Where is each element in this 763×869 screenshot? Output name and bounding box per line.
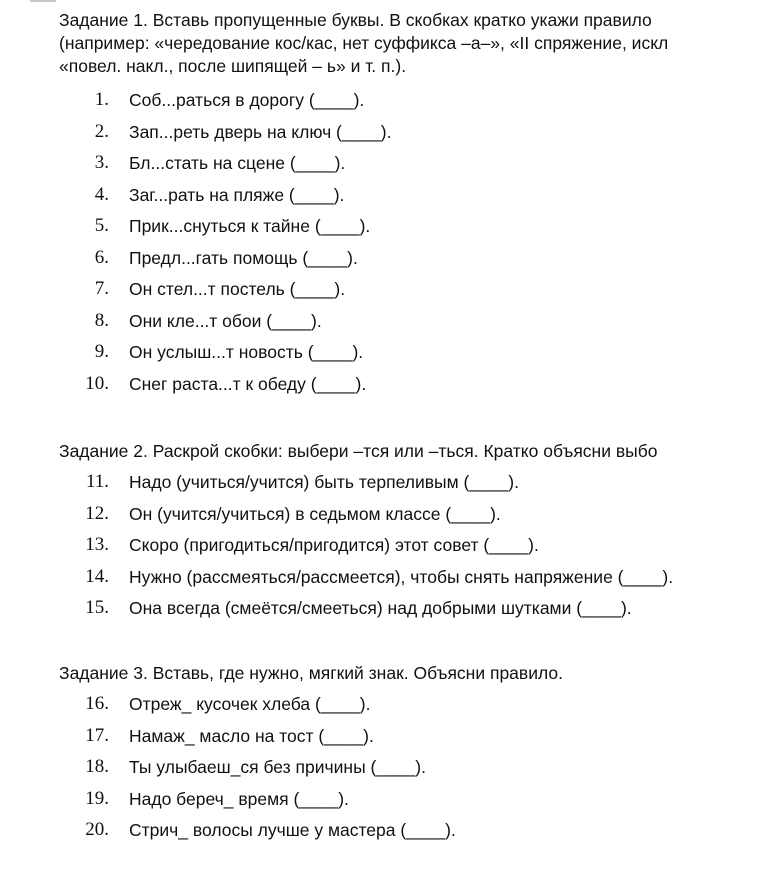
- item-number: 4.: [94, 183, 109, 205]
- item-text: Они кле...т обои (____).: [129, 310, 322, 331]
- item-number: 14.: [85, 565, 109, 587]
- item-text: Соб...раться в дорогу (____).: [129, 90, 365, 110]
- item-text: Прик...снуться к тайне (____).: [129, 216, 371, 236]
- item-text: Нужно (рассмеяться/рассмеется), чтобы снять напряжение (____).: [129, 566, 674, 587]
- item-number: 9.: [94, 341, 109, 362]
- item-text: Он услыш...т новость (____).: [129, 342, 364, 362]
- item-number: 3.: [94, 152, 109, 173]
- item-text: Отреж_ кусочек хлеба (____).: [129, 694, 371, 714]
- task-3-heading: [59, 662, 763, 685]
- item-text: Он (учится/учиться) в седьмом классе (____).: [129, 503, 501, 524]
- item-number: 19.: [85, 787, 109, 809]
- task-1-heading-line: Задание 1. Вставь пропущенные буквы. В скобках кратко укажи правило: [59, 10, 652, 30]
- item-text: Предл...гать помощь (____).: [129, 247, 358, 268]
- item-number: 13.: [85, 534, 109, 555]
- item-text: Стрич_ волосы лучше у мастера (____).: [129, 820, 456, 840]
- item-number: 5.: [94, 215, 109, 236]
- item-text: Намаж_ масло на тост (____).: [129, 725, 374, 746]
- item-text: Снег раста...т к обеду (____).: [129, 373, 367, 394]
- item-text: Бл...стать на сцене (____).: [129, 153, 346, 173]
- item-text: Зап...реть дверь на ключ (____).: [129, 121, 392, 142]
- item-number: 2.: [94, 120, 109, 142]
- item-text: Надо береч_ время (____).: [129, 788, 349, 809]
- item-text: Надо (учиться/учится) быть терпеливым (____).: [129, 472, 519, 492]
- page-edge-divider: [30, 0, 56, 2]
- item-number: 17.: [85, 724, 109, 746]
- item-number: 20.: [85, 819, 109, 840]
- item-number: 11.: [85, 471, 109, 492]
- item-number: 8.: [94, 309, 109, 331]
- item-text: Скоро (пригодиться/пригодится) этот совет (____).: [129, 535, 539, 555]
- item-number: 7.: [94, 278, 109, 299]
- task-1-heading: [59, 9, 763, 78]
- item-number: 15.: [85, 597, 109, 618]
- task-2-heading: [59, 440, 763, 463]
- item-number: 12.: [85, 502, 109, 524]
- item-text: Он стел...т постель (____).: [129, 279, 346, 299]
- item-number: 6.: [94, 246, 109, 268]
- item-number: 1.: [94, 89, 109, 110]
- item-number: 10.: [85, 372, 109, 394]
- task-1-heading-line: «повел. накл., после шипящей – ь» и т. п.).: [59, 56, 407, 76]
- task-2-heading-line: Задание 2. Раскрой скобки: выбери –тся или –ться. Кратко объясни выбо: [59, 441, 658, 461]
- item-number: 16.: [85, 693, 109, 714]
- task-3-heading-line: Задание 3. Вставь, где нужно, мягкий знак. Объясни правило.: [59, 663, 563, 683]
- item-number: 18.: [85, 756, 109, 777]
- item-text: Заг...рать на пляже (____).: [129, 184, 345, 205]
- item-text: Ты улыбаеш_ся без причины (____).: [129, 757, 426, 777]
- task-1-heading-line: (например: «чередование кос/кас, нет суффикса –а–», «II спряжение, искл: [59, 33, 669, 53]
- item-text: Она всегда (смеётся/смееться) над добрыми шутками (____).: [129, 598, 632, 618]
